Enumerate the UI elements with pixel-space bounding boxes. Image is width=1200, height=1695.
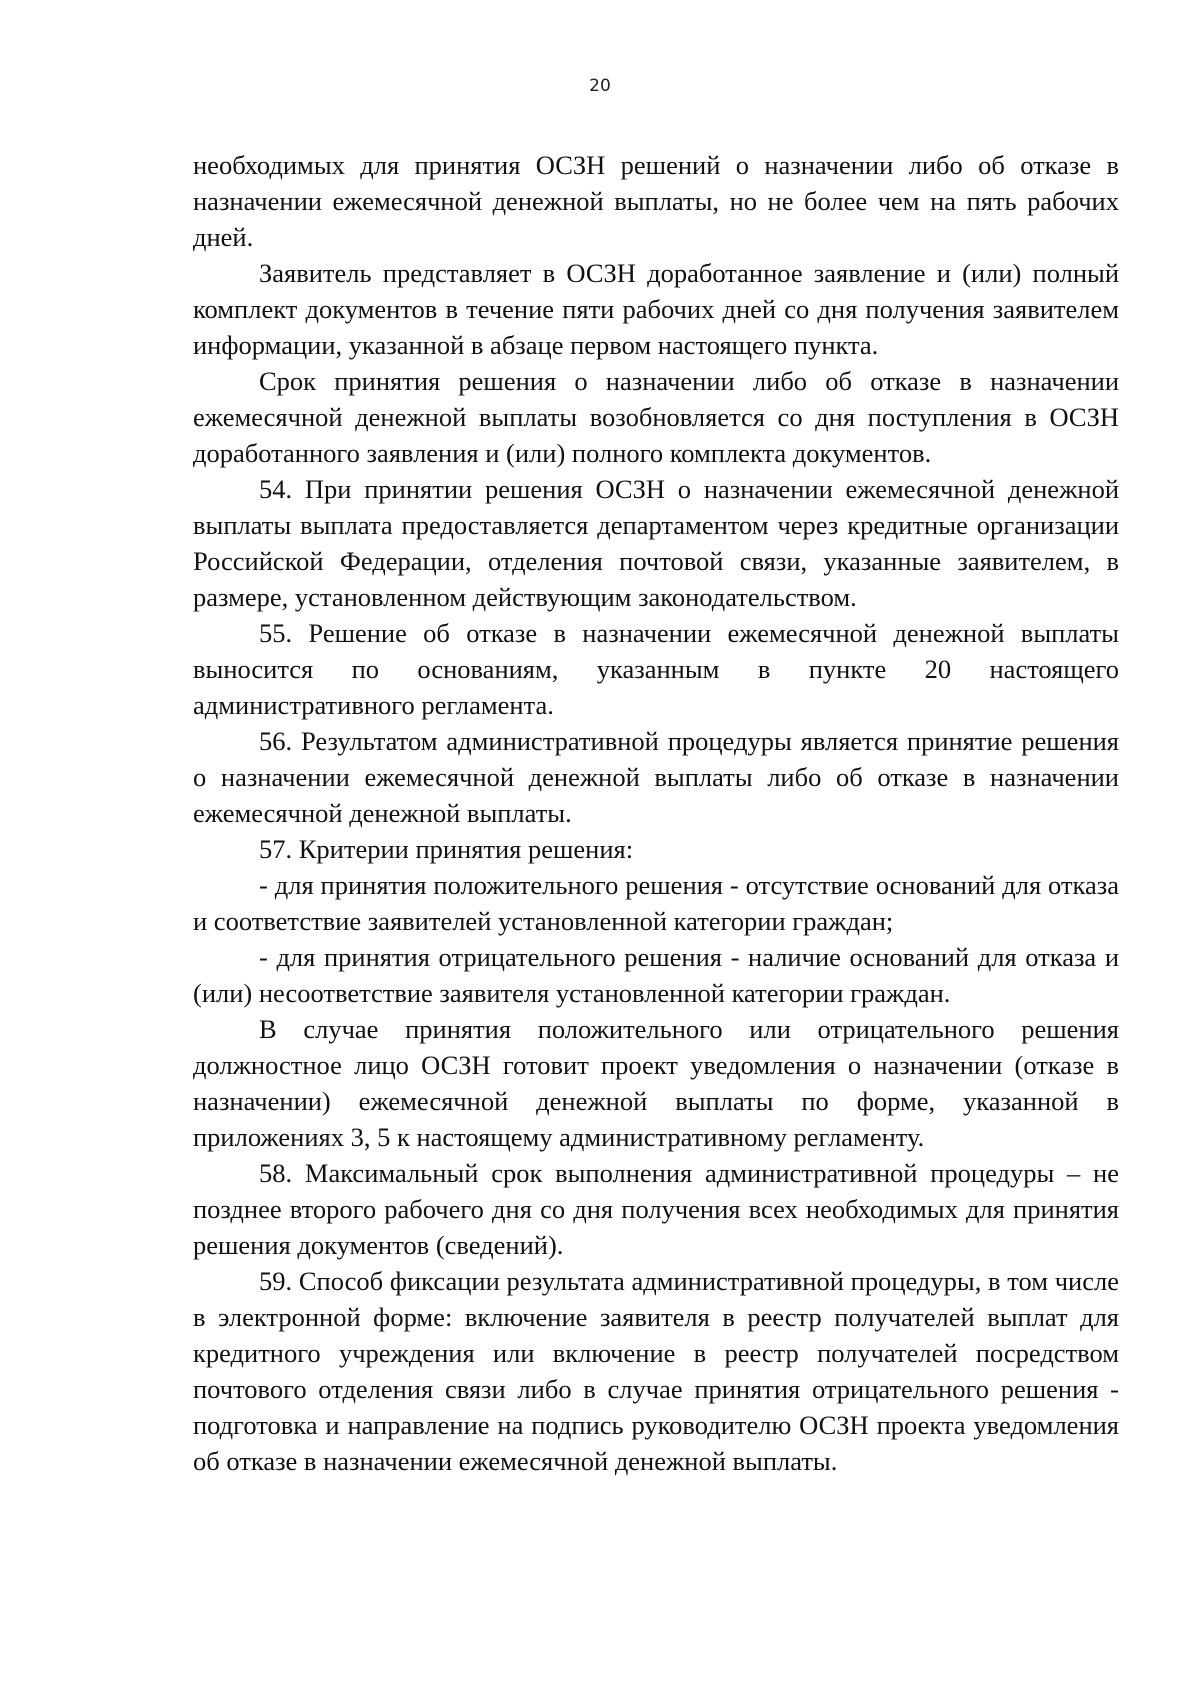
criteria-item-negative: - для принятия отрицательного решения - наличие оснований для отказа и (или) несоответствие заявителя установленной категории граждан. (193, 942, 1119, 1008)
paragraph-item-56: 56. Результатом административной процедуры является принятие решения о назначении ежемесячной денежной выплаты либо об отказе в назначении ежемесячной денежной выплаты. (193, 726, 1119, 828)
paragraph: В случае принятия положительного или отрицательного решения должностное лицо ОСЗН готовит проект уведомления о назначении (отказе в назначении) ежемесячной денежной выплаты по форме, указанной в приложениях 3, 5 к настоящему административному регламенту. (193, 1014, 1119, 1152)
paragraph-item-57: 57. Критерии принятия решения: (259, 834, 634, 864)
paragraph-item-58: 58. Максимальный срок выполнения административной процедуры – не позднее второго рабочего дня со дня получения всех необходимых для принятия решения документов (сведений). (193, 1158, 1119, 1260)
paragraph-item-55: 55. Решение об отказе в назначении ежемесячной денежной выплаты выносится по основаниям, указанным в пункте 20 настоящего административного регламента. (193, 618, 1119, 720)
paragraph-continuation: необходимых для принятия ОСЗН решений о назначении либо об отказе в назначении ежемесячной денежной выплаты, но не более чем на пять рабочих дней. (193, 150, 1119, 252)
criteria-item-positive: - для принятия положительного решения - отсутствие оснований для отказа и соответствие заявителей установленной категории граждан; (193, 870, 1119, 936)
page-number: 20 (589, 76, 611, 96)
paragraph-item-54: 54. При принятии решения ОСЗН о назначении ежемесячной денежной выплаты выплата предоставляется департаментом через кредитные организации Российской Федерации, отделения почтовой связи, указанные заявителем, в размере, установленном действующим законодательством. (193, 474, 1119, 612)
paragraph: Срок принятия решения о назначении либо об отказе в назначении ежемесячной денежной выплаты возобновляется со дня поступления в ОСЗН доработанного заявления и (или) полного комплекта документов. (193, 366, 1119, 468)
paragraph-item-59: 59. Способ фиксации результата административной процедуры, в том числе в электронной форме: включение заявителя в реестр получателей выплат для кредитного учреждения или включение в реестр получателей посредством почтового отделения связи либо в случае принятия отрицательного решения - подготовка и направление на подпись руководителю ОСЗН проекта уведомления об отказе в назначении ежемесячной денежной выплаты. (193, 1266, 1119, 1476)
document-body (193, 147, 1119, 1479)
paragraph: Заявитель представляет в ОСЗН доработанное заявление и (или) полный комплект документов в течение пяти рабочих дней со дня получения заявителем информации, указанной в абзаце первом настоящего пункта. (193, 258, 1119, 360)
